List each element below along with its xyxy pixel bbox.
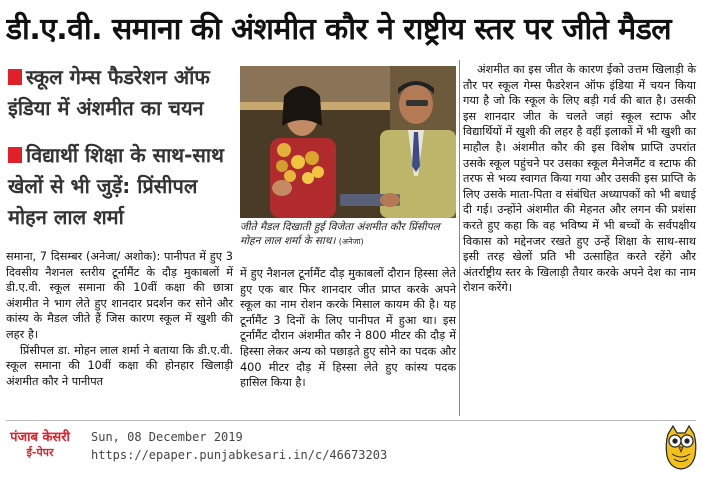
publish-date: Sun, 08 December 2019 <box>91 430 243 444</box>
article-column-1 <box>6 249 233 389</box>
headline: डी.ए.वी. समाना की अंशमीत कौर ने राष्ट्रीय स्तर पर जीते मैडल <box>6 12 672 47</box>
caption-text: जीते मैडल दिखाती हुई विजेता अंशमीत कौर प्रिंसीपल मोहन लाल शर्मा के साथ। <box>240 221 440 247</box>
footer-divider <box>6 420 696 421</box>
paragraph: समाना, 7 दिसम्बर (अनेजा/ अशोक): पानीपत में हुए 3 दिवसीय नैशनल स्तरीय टूर्नामैंट के दौड़ मुकाबलों में डी.ए.वी. स्कूल समाना की 10वीं कक्षा की छात्रा अंशमीत ने भाग लेते हुए शानदार प्रदर्शन कर सोने और कांस्य के मैडल जीते हैं जिस कारण स्कूल में खुशी की लहर है। <box>6 250 233 341</box>
article-column-2 <box>240 266 456 391</box>
subheading-principal <box>8 140 236 233</box>
paragraph: अंशमीत का इस जीत के कारण ईको उत्तम खिलाड़ी के तौर पर स्कूल गेम्स फैडरेशन ऑफ इंडिया में चयन किया गया है जो कि स्कूल के लिए बड़ी गर्व की बात है। उसकी इस शानदार जीत के चलते जहां स्कूल स्टाफ और विद्यार्थियों में खुशी की लहर है वहीं इलाकों में भी खुशी का माहौल है। अंशमीत कौर की इस विशेष प्राप्ति उपरांत उसके स्कूल पहुंचने पर उसका स्कूल मैनेजमैंट व स्टाफ की तरफ से भव्य स्वागत किया गया और उसकी इस प्राप्ति के लिए उसके माता-पिता व संबंधित अध्यापकों को भी बधाई दी गई। उन्होंने अंशमीत की मेहनत और लगन की प्रशंसा करते हुए कहा कि वह भविष्य में भी बच्चों के सर्वपक्षीय विकास को मद्देनजर रखते हुए उन्हें शिक्षा के साथ-साथ इसी तरह खेलों प्रति भी उत्साहित करते रहेंगे और अंतर्राष्ट्रीय स्तर के खिलाड़ी तैयार करके अपने देश का नाम रोशन करेंगे। <box>463 63 696 295</box>
brand-name: पंजाब केसरी <box>10 430 70 445</box>
caption-credit: (अनेजा) <box>338 237 364 246</box>
subheading-selection-text: स्कूल गेम्स फैडरेशन ऑफ इंडिया में अंशमीत का चयन <box>8 65 210 120</box>
bullet-square-icon <box>8 69 22 85</box>
column-divider <box>459 60 460 416</box>
subheading-principal-text: विद्यार्थी शिक्षा के साथ-साथ खेलों से भी जुड़ें: प्रिंसीपल मोहन लाल शर्मा <box>8 143 224 229</box>
photo-illustration <box>240 66 456 218</box>
subheading-selection <box>8 62 236 124</box>
paragraph: प्रिंसीपल डा. मोहन लाल शर्मा ने बताया कि डी.ए.वी. स्कूल समाना की 10वीं कक्षा की होनहार खिलाड़ी अंशमीत कौर ने पानीपत <box>6 343 233 388</box>
article-column-3 <box>463 62 696 296</box>
brand-logo[interactable] <box>10 430 70 460</box>
paragraph: में हुए नैशनल टूर्नामैंट दौड़ मुकाबलों दौरान हिस्सा लेते हुए एक बार फिर शानदार जीत प्राप्त करके अपने स्कूल का नाम रोशन करके मिसाल कायम की है। यह टूर्नामैंट 3 दिनों के लिए पानीपत में हुआ था। इस टूर्नामैंट दौरान अंशमीत कौर ने 800 मीटर की दौड़ में हिस्सा लेकर अन्य को पछाड़ते हुए सोने का पदक और 400 मीटर दौड़ में हिस्सा लेते हुए कांस्य पदक हासिल किया है। <box>240 267 456 390</box>
news-photo <box>240 66 456 218</box>
owl-mascot-icon <box>664 424 698 470</box>
bullet-square-icon <box>8 147 22 163</box>
epaper-url[interactable]: https://epaper.punjabkesari.in/c/46673203 <box>91 448 388 462</box>
photo-caption <box>240 220 456 249</box>
brand-tagline: ई-पेपर <box>26 446 54 459</box>
footer-meta <box>91 428 387 464</box>
